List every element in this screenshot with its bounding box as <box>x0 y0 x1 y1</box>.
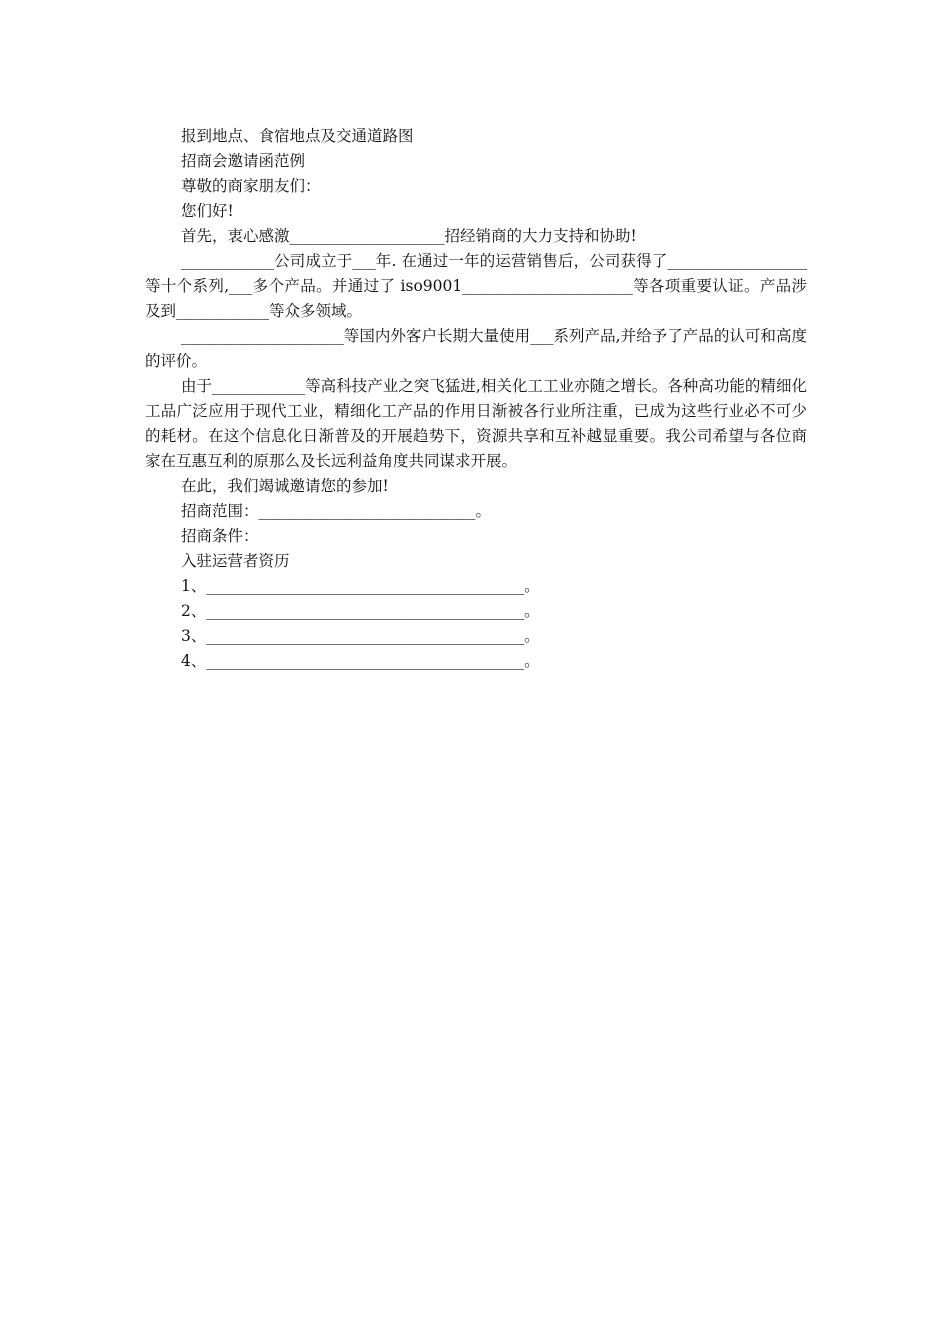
paragraph-greeting: 您们好! <box>181 202 234 220</box>
list-item: 2、_________________________________________。 <box>181 602 540 620</box>
paragraph-company-intro: ____________公司成立于___年. 在通过一年的运营销售后，公司获得了__________________等十个系列,___多个产品。并通过了 iso9001______________________等各项重要认证。产品涉及到____________等众多领域。 <box>145 252 807 320</box>
paragraph-qualifications-heading: 入驻运营者资历 <box>181 552 290 570</box>
document-page <box>145 124 807 674</box>
list-item: 1、_________________________________________。 <box>181 577 540 595</box>
paragraph-conditions-heading: 招商条件： <box>181 527 259 545</box>
paragraph-venue-map: 报到地点、食宿地点及交通道路图 <box>181 127 414 145</box>
paragraph-scope: 招商范围：____________________________。 <box>181 502 492 520</box>
paragraph-invitation: 在此，我们竭诚邀请您的参加! <box>181 477 389 495</box>
paragraph-customers: _____________________等国内外客户长期大量使用___系列产品,并给予了产品的认可和高度的评价。 <box>145 327 807 370</box>
list-item: 4、_________________________________________。 <box>181 652 540 670</box>
paragraph-thanks: 首先，衷心感激____________________招经销商的大力支持和协助! <box>181 227 637 245</box>
paragraph-sample-title: 招商会邀请函范例 <box>181 152 306 170</box>
paragraph-salutation: 尊敬的商家朋友们： <box>181 177 321 195</box>
paragraph-industry: 由于____________等高科技产业之突飞猛进,相关化工工业亦随之增长。各种高功能的精细化工品广泛应用于现代工业，精细化工产品的作用日渐被各行业所注重，已成为这些行业必不可少的耗材。在这个信息化日渐普及的开展趋势下，资源共享和互补越显重要。我公司希望与各位商家在互惠互利的原那么及长远利益角度共同谋求开展。 <box>145 377 807 470</box>
list-item: 3、_________________________________________。 <box>181 627 540 645</box>
